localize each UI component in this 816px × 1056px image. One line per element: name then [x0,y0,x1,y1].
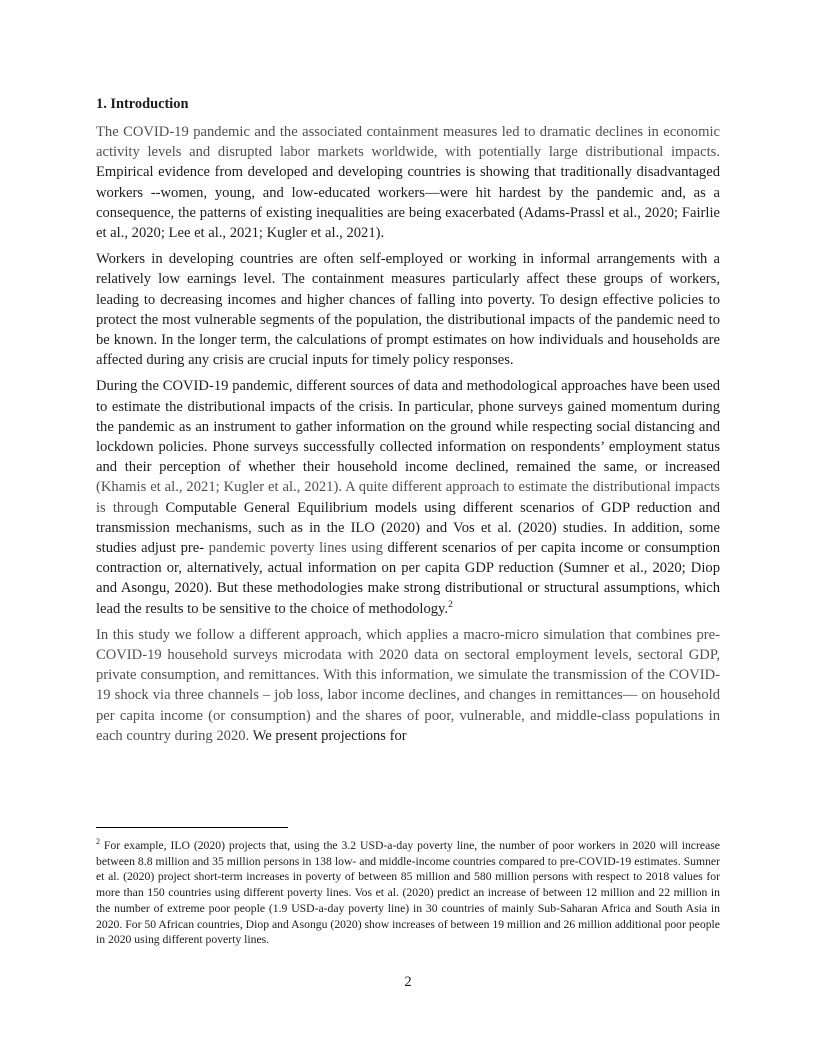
paragraph-1 [96,122,720,243]
paragraph-3 [96,376,720,618]
section-title: Introduction [110,96,189,112]
footnote-text: For example, ILO (2020) projects that, using the 3.2 USD-a-day poverty line, the number of poor workers in 2020 will increase between 8.8 million and 35 million persons in 138 low- and middle-income countries compared to pre-COVID-19 estimates. Sumner et al. (2020) project short-term increases in poverty of between 85 million and 580 million persons with respect to 2018 values for more than 150 countries using different poverty lines. Vos et al. (2020) predict an increase of between 12 million and 22 million in the number of extreme poor people (1.9 USD-a-day poverty line) in 30 countries of mainly Sub-Saharan Africa and South Asia in 2020. For 50 African countries, Diop and Asongu (2020) show increases of between 19 million and 26 million additional poor people in 2020 using different poverty lines. [96,839,720,947]
paragraph-3-part-1: During the COVID-19 pandemic, different sources of data and methodological approaches have been used to estimate the distributional impacts of the crisis. In particular, phone surveys gained momentum during the pandemic as an instrument to gather information on the ground while respecting social distancing and lockdown policies. Phone surveys successfully collected information on respondents’ employment status and their perception of whether their household income declined, remained the same, or increased [96,378,720,476]
footnote-reference: 2 [448,599,453,610]
paragraph-3-part-3: Computable General Equilibrium models using different scenarios of GDP reduction and transmission mechanisms, such as in the ILO (2020) and Vos et al. (2020) studies. In addition, some studies adjust pre- [96,499,720,557]
section-number: 1. [96,96,107,112]
footnote-marker: 2 [96,837,100,847]
paragraph-2-text: Workers in developing countries are often self-employed or working in informal arrangements with a relatively low earnings level. The containment measures particularly affect these groups of workers, leading to decreasing incomes and higher chances of falling into poverty. To design effective policies to protect the most vulnerable segments of the population, the distributional impacts of the pandemic need to be known. In the longer term, the calculations of prompt estimates on how individuals and households are affected during any crisis are crucial inputs for timely policy responses. [96,251,720,369]
paragraph-4-part-1: In this study we follow a different approach, which applies a macro-micro simulation that combines pre-COVID-19 household surveys microdata with 2020 data on sectoral employment levels, sectoral GDP, private consumption, and remittances. With this information, we simulate the transmission of the COVID-19 shock via three channels – job loss, labor income declines, and changes in remittances— on household per capita income (or consumption) and the shares of poor, vulnerable, and middle-class populations in each country during 2020. [96,626,720,744]
paragraph-4 [96,625,720,746]
section-heading [96,94,720,114]
paragraph-1-sentence-2: Empirical evidence from developed and developing countries is showing that traditionally disadvantaged workers --women, young, and low-educated workers—were hit hardest by the pandemic and, as a consequence, the patterns of existing inequalities are being exacerbated (Adams-Prassl et al., 2020; Fairlie et al., 2020; Lee et al., 2021; Kugler et al., 2021). [96,164,720,242]
page-body [96,94,720,752]
paragraph-1-sentence-1: The COVID-19 pandemic and the associated containment measures led to dramatic declines in economic activity levels and disrupted labor markets worldwide, with potentially large distributional impacts. [96,124,720,161]
paragraph-2 [96,249,720,370]
paragraph-3-part-5: different scenarios of per capita income or consumption contraction or, alternatively, actual information on per capita GDP reduction (Sumner et al., 2020; Diop and Asongu, 2020). But these methodologies make strong distributional or structural assumptions, which lead the results to be sensitive to the choice of methodology. [96,540,720,617]
paragraph-3-part-4: pandemic poverty lines using [208,540,383,557]
footnote-divider [96,827,288,828]
page-number: 2 [404,974,412,990]
footnote [96,838,720,948]
paragraph-3-part-2: (Khamis et al., 2021; Kugler et al., 2021). A quite different approach to estimate the distributional impacts is through [96,479,720,516]
paragraph-4-part-2: We present projections for [252,727,407,744]
